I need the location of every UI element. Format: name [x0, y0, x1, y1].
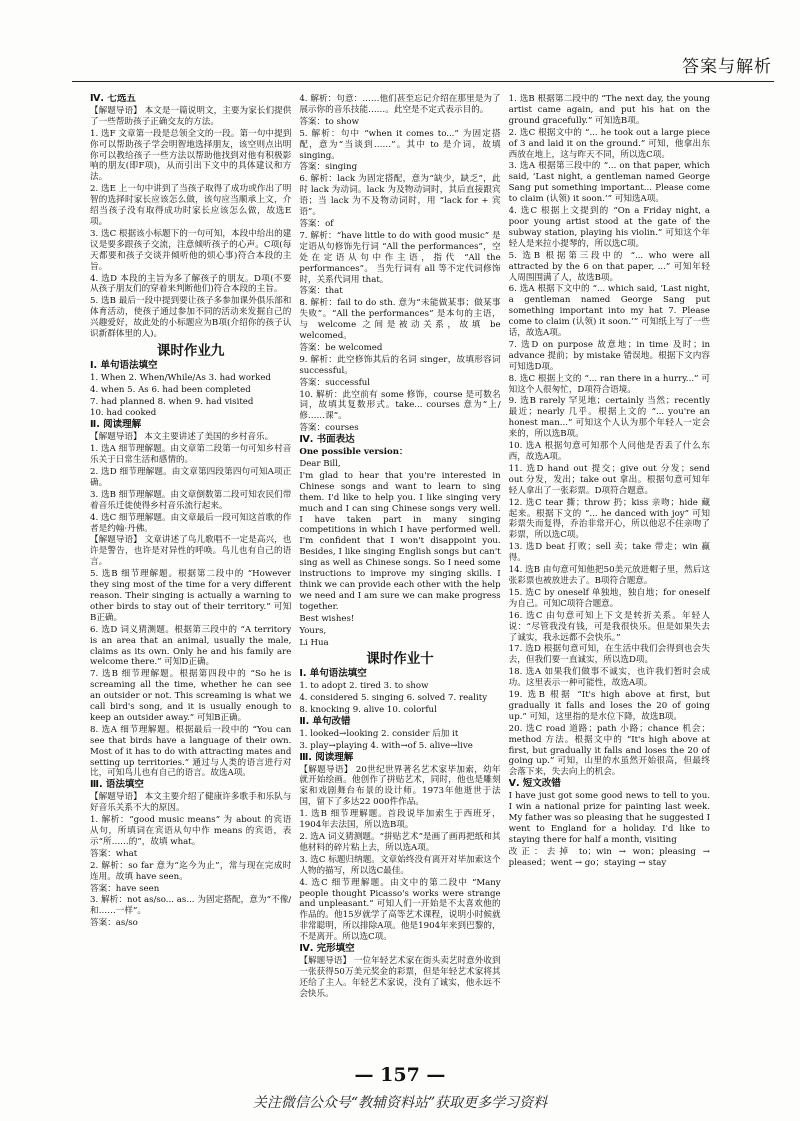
paragraph: 8. 选C 根据上文的 “... ran there in a hurry...” 可知这个人很匆忙，D项符合语境。 [508, 373, 710, 395]
paragraph: 2. 选C 根据文中的 “... he took out a large piece of 3 and laid it on the ground.” 可知，他拿出东西放在地上，这与昨天不同，所以选C项。 [508, 127, 710, 160]
paragraph: 16. 选C 由句意可知上下文是转折关系。年轻人说：“尽管我没有钱，可是我很快乐。但是如果失去了诚实，我永远都不会快乐。” [508, 610, 710, 643]
paragraph: 3. 选A 根据第三段中的 “... on that paper, which said, ‘Last night, a gentleman named George Sang put something important... Please come to claim (认领) it soon.’” 可知选A项。 [508, 161, 710, 205]
paragraph: 8. 解析：fail to do sth. 意为“未能做某事；做某事失败”。“All the performances” 是本句的主语，与 welcome 之间是被动关系，故填 be welcomed。 [299, 298, 501, 342]
paragraph: 17. 选D 根据句意可知，在生活中我们会得到也会失去，但我们要一直诚实，所以选D项。 [508, 644, 710, 666]
answer-line: 答案：what [90, 848, 138, 859]
subheading: One possible version： [299, 447, 408, 458]
header-title: 答案与解析 [682, 57, 772, 77]
paragraph: 8. 选A 细节理解题。根据最后一段中的 “You can see that birds have a language of their own. Most of it has to do with attracting mates and setting up territories.” 通过与人类的语言进行对比，可知鸟儿也有自己的语言。故选A项。 [90, 724, 292, 779]
paragraph: 【解题导语】 文章讲述了鸟儿歌唱不一定是高兴，也许是警告，也许是对异性的呼唤。鸟儿也有自己的语言。 [90, 535, 292, 568]
paragraph: 1. When 2. When/While/As 3. had worked [90, 372, 271, 383]
paragraph: 9. 解析：此空修饰其后的名词 singer，故填形容词 successful。 [299, 354, 501, 376]
page-header [0, 0, 800, 77]
chapter-title: 课时作业九 [156, 342, 225, 359]
column-right [509, 94, 710, 1054]
paragraph: 4. when 5. As 6. had been completed [90, 384, 251, 395]
paragraph: 3. 选B 细节理解题。由文章倒数第二段可知农民们带着音乐迁徙使得乡村音乐流行起来。 [90, 489, 292, 511]
paragraph: 11. 选D hand out 提交；give out 分发；send out 分发，发出；take out 拿出。根据句意可知年轻人拿出了一张彩票。D项符合题意。 [508, 463, 710, 496]
paragraph: 6. 选D 词义猜测题。根据第三段中的 “A territory is an area that an animal, usually the male, claims as its own. Only he and his family are welcome there.” 可知D正确。 [90, 624, 292, 668]
paragraph: 6. 选A 根据下文中的 “... which said, ‘Last night, a gentleman named George Sang put something important into my hat 7. Please come to claim (认领) it soon.’” 可知纸上写了一些话，故选A项。 [508, 284, 710, 339]
paragraph: 3. play→playing 4. with→of 5. alive→live [299, 740, 473, 751]
paragraph: I'm glad to hear that you're interested in Chinese songs and want to learn to sing them. I'd like to help you. I like singing very much and I can sing Chinese songs very well. I have taken part in many singing competitions in which I have performed well. I'm confident that I won't disappoint you. Besides, I like singing English songs but can't sing as well as Chinese songs. So I need some instructions to improve my singing skills. I think we can provide each other with the help we need and I am sure we can make progress together. [299, 470, 501, 612]
paragraph: 1. 选B 根据第二段中的 “The next day, the young artist came again, and put his hat on the ground gracefully.” 可知选B项。 [508, 94, 710, 126]
paragraph: 19. 选B 根据 “It's high above at first, but gradually it falls and loses the 20 of going up.” 可知，这里指的是水位下降，故选B项。 [508, 690, 710, 722]
paragraph: 15. 选C by oneself 单独地，独自地；for oneself 为自己。可知C项符合题意。 [508, 587, 710, 609]
paragraph: 1. looked→looking 2. consider 后加 it [299, 728, 459, 739]
paragraph: 7. 解析：“have little to do with good music” 是定语从句修饰先行词 “All the performances”，空处在定语从句中作主语，指代 “All the performances”。 当先行词有 all 等不定代词修饰时，关系代词用 that。 [299, 230, 501, 285]
paragraph: 8. knocking 9. alive 10. colorful [299, 705, 437, 716]
paragraph: 4. 选C 根据上文提到的 “On a Friday night, a poor young artist stood at the gate of the subway station, playing his violin.” 可知这个年轻人是来拉小提琴的，所以选C项。 [508, 206, 710, 249]
answer-line: 答案：be welcomed [299, 342, 383, 353]
answer-line: 答案：singing [299, 162, 358, 173]
paragraph: Dear Bill, [299, 459, 341, 469]
section-heading: Ⅲ. 语法填空 [90, 779, 144, 791]
paragraph: 1. to adopt 2. tired 3. to show [299, 681, 429, 692]
paragraph: 改正：去掉 to；win → won；pleasing → pleased；went → go；staying → stay [508, 846, 710, 868]
paragraph: 5. 选B 细节理解题。根据第二段中的 “However they sing most of the time for a very different reason. Their singing is actually a warning to other birds to stay out of their territory.” 可知B正确。 [90, 569, 292, 623]
paragraph: 4. considered 5. singing 6. solved 7. reality [299, 693, 488, 704]
paragraph: 【解题导语】 20世纪世界著名艺术家毕加索，幼年就开始绘画。他创作了拼贴艺术，同时，他也是雕刻家和戏剧舞台布景的设计师。1973年他逝世于法国，留下了多达22 000件作品。 [299, 764, 501, 808]
section-heading: Ⅳ. 书面表达 [299, 434, 355, 446]
paragraph: Best wishes! [299, 613, 355, 624]
paragraph: 3. 解析：not as/so... as... 为固定搭配，意为“不像/和……一样”。 [90, 895, 292, 917]
page-number: — 157 — [354, 1064, 446, 1086]
paragraph: 4. 选D 本段的主旨为多了解孩子的朋友。D项(不要从孩子朋友们的穿着来判断他们)符合本段的主旨。 [90, 273, 292, 295]
paragraph: 10. had cooked [90, 408, 157, 419]
paragraph: 3. 选C 标题归纳题。文章始终没有离开对毕加索这个人物的描写，所以选C最佳。 [299, 854, 501, 876]
section-heading: Ⅲ. 阅读理解 [299, 751, 354, 763]
paragraph: 5. 选B 最后一段中提到要让孩子多参加课外俱乐部和体育活动，使孩子通过参加不同的活动来发掘自己的兴趣爱好，故此处的小标题应为B项(介绍你的孩子认识新群体里的人)。 [90, 296, 292, 340]
paragraph: 12. 选C tear 撕；throw 扔；kiss 亲吻；hide 藏起来。根据下文的 “... he danced with joy” 可知彩票失而复得，乔治非常开心，所以他忍不住亲吻了彩票，所以选C项。 [508, 497, 710, 541]
paragraph: I have just got some good news to tell to you. I win a national prize for painting last week. My father was so pleasing that he suggested I went to England for a holiday. I'd like to staying there for half a month, visiting [508, 791, 710, 845]
section-heading: Ⅳ. 完形填空 [299, 943, 355, 955]
section-heading: Ⅳ. 七选五 [90, 94, 136, 104]
answer-line: 答案：to show [299, 116, 359, 127]
signature-line: Li Hua [299, 637, 329, 648]
column-middle [299, 94, 500, 1054]
paragraph: 【解题导语】 一位年轻艺术家在街头卖艺时意外收到一张获得50万美元奖金的彩票，但是年轻艺术家将其还给了主人。年轻艺术家说，没有了诚实，他永远不会快乐。 [299, 955, 501, 999]
paragraph: 1. 选F 文章第一段是总领全文的一段。第一句中提到你可以帮助孩子学会明智地选择朋友，该空则点出明你可以教给孩子一些方法以帮助他找到对他有积极影响的朋友(即F项)，从而引出下文中的具体建议和方法。 [90, 128, 292, 183]
paragraph: 2. 解析：so far 意为“迄今为止”，常与现在完成时连用。故填 have seen。 [90, 860, 292, 882]
header-rule [72, 81, 774, 82]
answer-line: 答案：have seen [90, 883, 160, 894]
paragraph: 6. 解析：lack 为固定搭配，意为“缺少，缺乏”，此时 lack 为动词。lack 为及物动词时，其后直接跟宾语；当 lack 为不及物动词时，用 “lack for + 宾语”。 [299, 174, 501, 218]
section-heading: Ⅱ. 单句改错 [299, 715, 351, 727]
footer-note: 关注微信公众号“教辅资料站”获取更多学习资料 [252, 1095, 548, 1111]
answer-line: 答案：courses [299, 423, 359, 434]
paragraph: 2. 选D 细节理解题。由文章第四段第四句可知A项正确。 [90, 467, 292, 488]
paragraph: 5. 选B 根据第三段中的 “... who were all attracted by the 6 on that paper, ...” 可知年轻人周围围满了人，故选B项。 [508, 250, 710, 283]
paragraph: 4. 选C 细节理解题。由文章最后一段可知这首歌的作者是约翰·丹佛。 [90, 512, 292, 534]
paragraph: 5. 解析：句中 “when it comes to...” 为固定搭配，意为“当谈到……”。其中 to 是介词，故填 singing。 [299, 128, 501, 161]
section-heading: Ⅴ. 短文改错 [508, 778, 561, 790]
paragraph: 【解题导语】 本文是一篇说明文，主要为家长们提供了一些帮助孩子正确交友的方法。 [90, 105, 292, 127]
section-heading: Ⅱ. 阅读理解 [90, 419, 142, 431]
paragraph: 7. 选D on purpose 故意地；in time 及时；in advance 提前；by mistake 错误地。根据下文内容可知选D项。 [508, 339, 710, 372]
paragraph: 【解题导语】 本文主要介绍了健康许多歌手和乐队与好音乐关系不大的原因。 [90, 792, 292, 814]
paragraph: 3. 选C 根据该小标题下的一句可知，本段中给出的建议是要多跟孩子交流，注意倾听孩子的心声。C项(每天都要和孩子交谈并倾听他的烦心事)符合本段的主旨。 [90, 228, 292, 272]
paragraph: 20. 选C road 道路；path 小路；chance 机会；method 方法。根据文中的 “It's high above at first, but gradually it falls and loses the 20 of going up.” 可知，山里的水虽然开始很高，但最终会落下来，失去向上的机会。 [508, 723, 710, 778]
paragraph: 7. 选B 细节理解题。根据第四段中的 “So he is screaming all the time, whether he can see an outsider or not. This screaming is what we call bird's song, and it is usually enough to keep an outsider away.” 可知B正确。 [90, 669, 292, 723]
answer-line: 答案：that [299, 286, 343, 297]
paragraph: 1. 选A 细节理解题。由文章第二段第一句可知乡村音乐关于日常生活和感情的。 [90, 444, 292, 466]
signature-line: Yours, [299, 625, 327, 636]
paragraph: 14. 选B 由句意可知他把50美元放进帽子里，然后这张彩票也被放进去了。B项符合题意。 [508, 565, 710, 586]
section-heading: Ⅰ. 单句语法填空 [299, 668, 367, 680]
paragraph: 4. 选C 细节理解题。由文中的第二段中 “Many people thought Picasso's works were strange and unpleasant.” 可知人们一开始是不太喜欢他的作品的。他15岁就学了高等艺术课程，说明小时候就非常聪明，所以排除A项。他是1904年来到巴黎的，不是离开。所以选C项。 [299, 877, 501, 943]
paragraph: 9. 选B rarely 罕见地；certainly 当然；recently 最近；nearly 几乎。根据上文的 “... you're an honest man...” 可知这个人认为那个年轻人一定会来的，所以选B项。 [508, 396, 710, 440]
content-columns [90, 94, 710, 1054]
paragraph: 2. 选E 上一句中讲到了当孩子取得了成功或作出了明智的选择时家长应该怎么做，该句应当顺承上文，介绍当孩子没有取得成功时家长应该怎么做，故选E项。 [90, 184, 292, 227]
paragraph: 4. 解析：句意：……他们甚至忘记介绍在那里是为了展示你的音乐技能……。此空是不定式表示目的。 [299, 94, 501, 115]
paragraph: 13. 选D beat 打败；sell 卖；take 带走；win 赢得。 [508, 542, 710, 564]
paragraph: 10. 选A 根据句意可知那个人问他是否丢了什么东西，故选A项。 [508, 441, 710, 462]
paragraph: 1. 解析：“good music means” 为 about 的宾语从句，所填词在宾语从句中作 means 的宾语，表示“所……的”，故填 what。 [90, 815, 292, 847]
paragraph: 1. 选B 细节理解题。首段说毕加索生于西班牙，1904年去法国，所以选B项。 [299, 809, 501, 831]
paragraph: 7. had planned 8. when 9. had visited [90, 396, 254, 407]
chapter-title: 课时作业十 [366, 651, 434, 668]
paragraph: 18. 选A 如果我们做事不诚实，也许我们暂时会成功。这里表示一种可能性，故选A项。 [508, 667, 710, 689]
paragraph: 2. 选A 词义猜测题。“拼贴艺术”是画了画再把纸和其他材料的碎片粘上去，所以选A项。 [299, 832, 501, 853]
answer-line: 答案：as/so [90, 918, 138, 929]
paragraph: 10. 解析：此空前有 some 修饰，course 是可数名词，故填其复数形式。take... courses 意为“上/修……课”。 [299, 389, 501, 422]
column-left [90, 94, 291, 1054]
section-heading: Ⅰ. 单句语法填空 [90, 359, 158, 371]
answer-line: 答案：of [299, 218, 334, 229]
paragraph: 【解题导语】 本文主要讲述了美国的乡村音乐。 [90, 432, 274, 443]
answer-line: 答案：successful [299, 377, 371, 388]
